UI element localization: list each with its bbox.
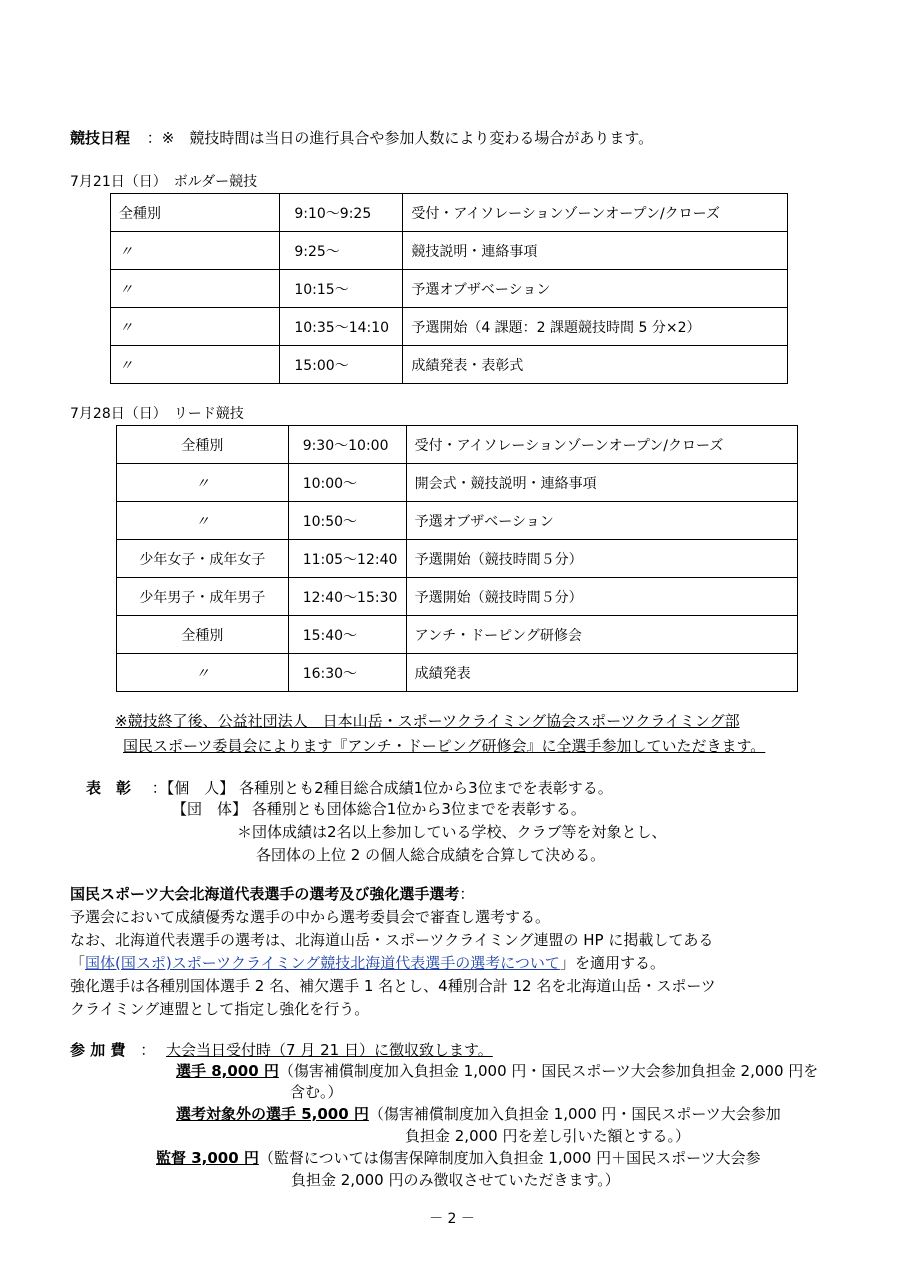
fees-athlete-text2: 含む。）	[290, 1083, 343, 1101]
schedule-category-cell: 〃	[111, 308, 280, 346]
table-row	[117, 540, 798, 578]
selection-heading-suffix: ：	[459, 885, 475, 903]
page-number: － 2 －	[429, 1211, 475, 1227]
schedule-time-cell: 9:25～	[280, 232, 403, 270]
fees-colon: ：	[140, 1041, 156, 1059]
selection-line3	[70, 953, 665, 973]
table-row	[117, 578, 798, 616]
schedule-event-cell: 予選開始（競技時間５分）	[406, 578, 797, 616]
fees-athlete-label: 選手 8,000 円	[176, 1062, 279, 1080]
schedule-category-cell: 〃	[111, 270, 280, 308]
fees-coach-text: （監督については傷害保障制度加入負担金 1,000 円＋国民スポーツ大会参	[258, 1149, 761, 1167]
awards-team-note2: 各団体の上位 2 の個人総合成績を合算して決める。	[256, 846, 606, 864]
fees-athlete-text: （傷害補償制度加入負担金 1,000 円・国民スポーツ大会参加負担金 2,000 円を	[278, 1062, 819, 1080]
schedule-heading-note: ：※ 競技時間は当日の進行具合や参加人数により変わる場合があります。	[146, 129, 654, 147]
schedule-category-cell: 全種別	[111, 194, 280, 232]
table-row	[111, 270, 788, 308]
schedule-time-cell: 16:30～	[288, 654, 406, 692]
table-row	[111, 232, 788, 270]
schedule-time-cell: 10:00～	[288, 464, 406, 502]
awards-team: 【団 体】 各種別とも団体総合1位から3位までを表彰する。	[172, 800, 586, 818]
schedule-category-cell: 〃	[111, 346, 280, 384]
fees-line-intro	[70, 1040, 493, 1060]
table-row	[111, 346, 788, 384]
schedule-time-cell: 15:40～	[288, 616, 406, 654]
selection-line1: 予選会において成績優秀な選手の中から選考委員会で審査し選考する。	[70, 908, 551, 926]
table-row	[117, 464, 798, 502]
day1-schedule-table	[110, 193, 788, 384]
fees-nonselect-label: 選考対象外の選手 5,000 円	[176, 1105, 369, 1123]
schedule-time-cell: 9:10～9:25	[280, 194, 403, 232]
selection-heading-text: 国民スポーツ大会北海道代表選手の選考及び強化選手選考	[70, 885, 460, 903]
schedule-event-cell: 成績発表・表彰式	[403, 346, 788, 384]
schedule-category-cell: 〃	[117, 464, 289, 502]
selection-line2: なお、北海道代表選手の選考は、北海道山岳・スポーツクライミング連盟の HP に掲載してある	[70, 931, 714, 949]
selection-line4: 強化選手は各種別国体選手 2 名、補欠選手 1 名とし、4種別合計 12 名を北海道山岳・スポーツ	[70, 977, 716, 995]
table-row	[111, 308, 788, 346]
table-row	[117, 616, 798, 654]
selection-heading	[70, 884, 474, 904]
day2-title: 7月28日（日） リード競技	[70, 406, 244, 422]
schedule-event-cell: 予選開始（4 課題：2 課題競技時間 5 分×2）	[403, 308, 788, 346]
fees-nonselect-text2: 負担金 2,000 円を差し引いた額とする。）	[405, 1127, 690, 1145]
schedule-time-cell: 10:15～	[280, 270, 403, 308]
schedule-event-cell: 受付・アイソレーションゾーンオープン/クローズ	[406, 426, 797, 464]
selection-link-open: 「	[70, 954, 86, 972]
fees-intro: 大会当日受付時（7 月 21 日）に徴収致します。	[166, 1041, 493, 1059]
selection-link-close: 」を適用する。	[559, 954, 665, 972]
day1-title: 7月21日（日） ボルダー競技	[70, 174, 258, 190]
schedule-event-cell: 予選開始（競技時間５分）	[406, 540, 797, 578]
awards-individual: ：【個 人】 各種別とも2種目総合成績1位から3位までを表彰する。	[151, 779, 613, 797]
anti-doping-note-line2: 国民スポーツ委員会によります『アンチ・ドーピング研修会』に全選手参加していただきます。	[123, 737, 766, 755]
schedule-time-cell: 10:50～	[288, 502, 406, 540]
fees-coach-text2: 負担金 2,000 円のみ徴収させていただきます。）	[291, 1171, 620, 1189]
schedule-category-cell: 全種別	[117, 616, 289, 654]
schedule-category-cell: 少年女子・成年女子	[117, 540, 289, 578]
schedule-event-cell: 予選オブザベーション	[406, 502, 797, 540]
schedule-event-cell: 競技説明・連絡事項	[403, 232, 788, 270]
table-row	[111, 194, 788, 232]
selection-criteria-link[interactable]: 国体(国スポ)スポーツクライミング競技北海道代表選手の選考について	[85, 954, 560, 972]
schedule-heading	[70, 128, 653, 148]
schedule-event-cell: 開会式・競技説明・連絡事項	[406, 464, 797, 502]
schedule-heading-label: 競技日程	[70, 129, 131, 147]
schedule-event-cell: アンチ・ドーピング研修会	[406, 616, 797, 654]
schedule-time-cell: 11:05～12:40	[288, 540, 406, 578]
table-row	[117, 654, 798, 692]
fees-athlete	[176, 1061, 818, 1081]
fees-nonselect	[176, 1104, 781, 1124]
schedule-time-cell: 15:00～	[280, 346, 403, 384]
schedule-event-cell: 成績発表	[406, 654, 797, 692]
fees-coach	[156, 1148, 761, 1168]
schedule-category-cell: 少年男子・成年男子	[117, 578, 289, 616]
table-row	[117, 502, 798, 540]
table-row	[117, 426, 798, 464]
schedule-category-cell: 〃	[117, 502, 289, 540]
awards-team-note1: ＊団体成績は2名以上参加している学校、クラブ等を対象とし、	[237, 823, 667, 841]
schedule-event-cell: 予選オブザベーション	[403, 270, 788, 308]
schedule-time-cell: 10:35～14:10	[280, 308, 403, 346]
schedule-category-cell: 〃	[117, 654, 289, 692]
schedule-event-cell: 受付・アイソレーションゾーンオープン/クローズ	[403, 194, 788, 232]
schedule-time-cell: 12:40～15:30	[288, 578, 406, 616]
selection-line5: クライミング連盟として指定し強化を行う。	[70, 1000, 370, 1018]
schedule-category-cell: 全種別	[117, 426, 289, 464]
schedule-time-cell: 9:30～10:00	[288, 426, 406, 464]
schedule-category-cell: 〃	[111, 232, 280, 270]
fees-nonselect-text: （傷害補償制度加入負担金 1,000 円・国民スポーツ大会参加	[368, 1105, 781, 1123]
awards-label: 表 彰	[86, 779, 132, 797]
day2-schedule-table	[116, 425, 798, 692]
awards-line1	[86, 778, 613, 798]
fees-coach-label: 監督 3,000 円	[156, 1149, 259, 1167]
anti-doping-note-line1: ※競技終了後、公益社団法人 日本山岳・スポーツクライミング協会スポーツクライミング部	[115, 712, 740, 730]
fees-label: 参 加 費	[70, 1041, 126, 1059]
